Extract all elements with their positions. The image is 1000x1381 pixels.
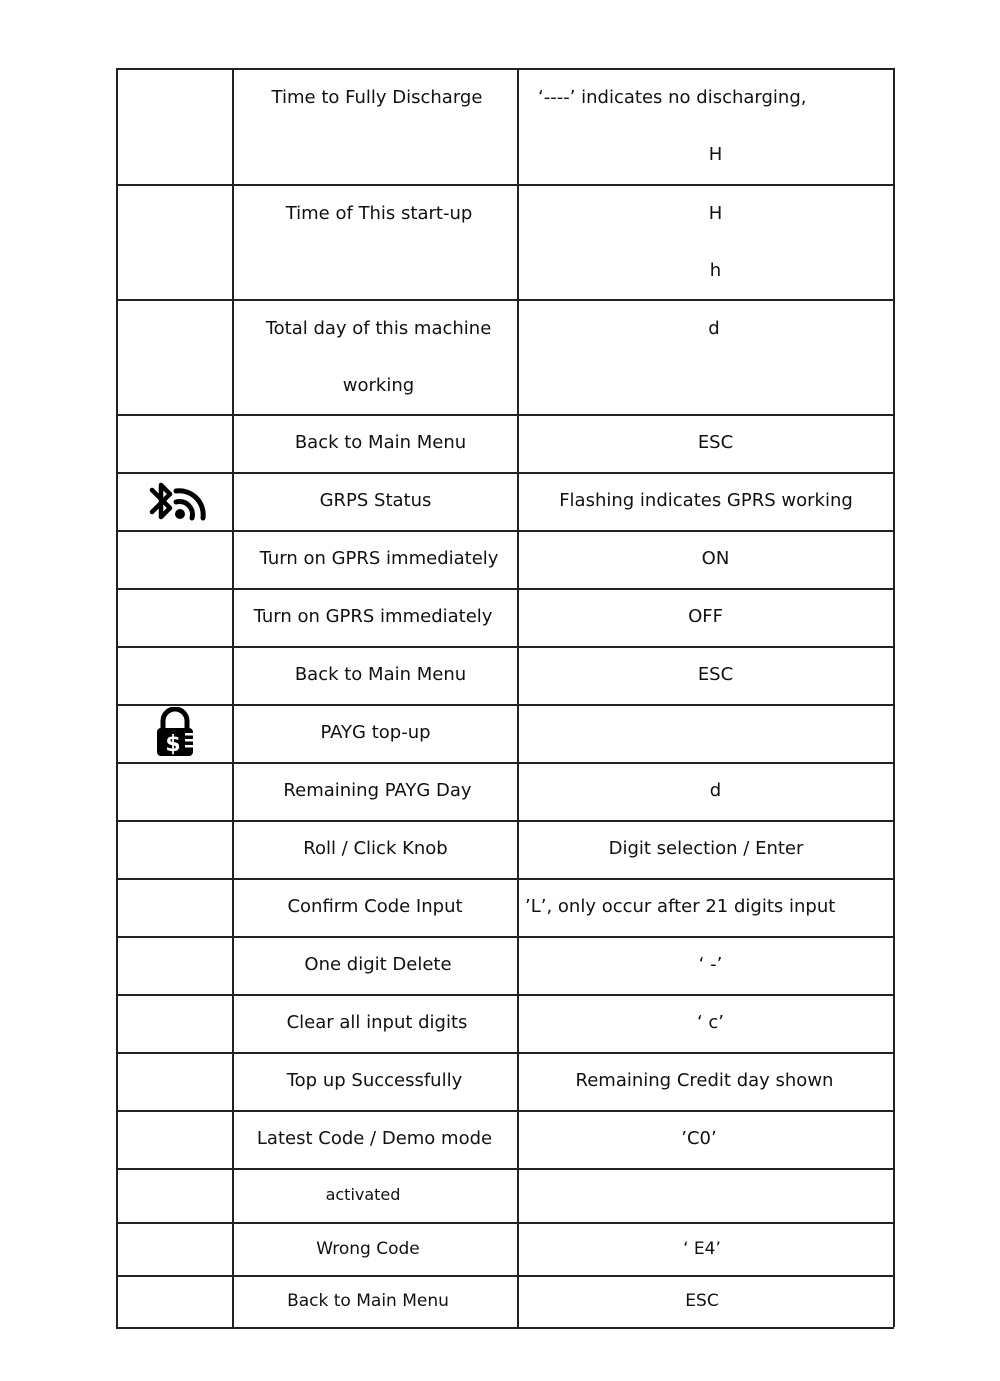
value-label: h	[709, 260, 722, 281]
value-label: H	[708, 203, 723, 224]
value-label: d	[708, 318, 720, 339]
value-label: ‘ -’	[698, 954, 723, 975]
value-cell	[518, 299, 894, 414]
table-column-rule	[116, 68, 118, 1327]
table-row-rule	[116, 704, 894, 706]
function-cell	[233, 299, 518, 414]
value-label: Remaining Credit day shown	[575, 1070, 834, 1091]
table-row-rule	[116, 414, 894, 416]
function-label: PAYG top-up	[320, 722, 431, 743]
dollar-lock-icon	[154, 707, 196, 759]
function-label: Back to Main Menu	[294, 664, 467, 685]
function-label: Confirm Code Input	[287, 896, 463, 917]
function-label: Time to Fully Discharge	[271, 87, 483, 108]
value-cell	[518, 1110, 894, 1168]
table-row-rule	[116, 762, 894, 764]
value-label: ESC	[697, 432, 734, 453]
value-label: ‘ E4’	[683, 1239, 721, 1259]
value-label: ESC	[697, 664, 734, 685]
function-cell	[233, 762, 518, 820]
function-cell	[233, 1168, 518, 1222]
function-cell	[233, 936, 518, 994]
icon-cell	[116, 704, 233, 762]
icon-cell	[116, 1222, 233, 1275]
function-label: Turn on GPRS immediately	[259, 548, 499, 569]
table-row-rule	[116, 472, 894, 474]
function-cell	[233, 1052, 518, 1110]
value-label: ESC	[685, 1291, 719, 1311]
table-row-rule	[116, 820, 894, 822]
icon-cell	[116, 1052, 233, 1110]
icon-cell	[116, 762, 233, 820]
table-row-rule	[116, 936, 894, 938]
function-cell	[233, 704, 518, 762]
svg-text:$: $	[164, 732, 181, 757]
function-cell	[233, 68, 518, 184]
function-cell	[233, 1110, 518, 1168]
function-cell	[233, 184, 518, 299]
value-cell	[518, 184, 894, 299]
icon-cell	[116, 299, 233, 414]
icon-cell	[116, 414, 233, 472]
value-cell	[518, 68, 894, 184]
function-label: activated	[325, 1185, 401, 1204]
function-label: Remaining PAYG Day	[283, 780, 472, 801]
table-row-rule	[116, 878, 894, 880]
icon-cell	[116, 994, 233, 1052]
table-row-rule	[116, 68, 894, 70]
value-label: Flashing indicates GPRS working	[559, 490, 853, 511]
value-label: ‘ c’	[696, 1012, 725, 1033]
value-label: ’L’, only occur after 21 digits input	[525, 896, 836, 917]
function-label: Wrong Code	[316, 1239, 420, 1259]
value-cell	[518, 1222, 894, 1275]
value-cell	[518, 820, 894, 878]
icon-cell	[116, 820, 233, 878]
table-row-rule	[116, 1275, 894, 1277]
table-row-rule	[116, 530, 894, 532]
function-cell	[233, 1275, 518, 1327]
function-label: Total day of this machine	[265, 318, 492, 339]
bluetooth-gprs-icon	[140, 478, 210, 524]
icon-cell	[116, 530, 233, 588]
value-label: d	[709, 780, 722, 801]
icon-cell	[116, 1110, 233, 1168]
function-label: Top up Successfully	[286, 1070, 463, 1091]
table-row-rule	[116, 1168, 894, 1170]
value-cell	[518, 646, 894, 704]
function-label: Clear all input digits	[286, 1012, 468, 1033]
value-label: Digit selection / Enter	[608, 838, 804, 859]
table-row-rule	[116, 994, 894, 996]
value-cell	[518, 704, 894, 762]
function-cell	[233, 646, 518, 704]
table-column-rule	[232, 68, 234, 1327]
value-cell	[518, 762, 894, 820]
table-row-rule	[116, 646, 894, 648]
value-cell	[518, 1052, 894, 1110]
function-cell	[233, 820, 518, 878]
icon-cell	[116, 936, 233, 994]
function-label: Back to Main Menu	[294, 432, 467, 453]
value-cell	[518, 472, 894, 530]
table-row-rule	[116, 1052, 894, 1054]
function-label: Time of This start-up	[285, 203, 473, 224]
function-label: working	[342, 375, 415, 396]
function-label: Latest Code / Demo mode	[256, 1128, 493, 1149]
icon-cell	[116, 588, 233, 646]
value-cell	[518, 1168, 894, 1222]
value-label: ’C0’	[681, 1128, 717, 1149]
value-cell	[518, 936, 894, 994]
table-row-rule	[116, 1110, 894, 1112]
value-cell	[518, 878, 894, 936]
value-cell	[518, 1275, 894, 1327]
icon-cell	[116, 646, 233, 704]
icon-cell	[116, 472, 233, 530]
function-cell	[233, 414, 518, 472]
table-row-rule	[116, 299, 894, 301]
icon-cell	[116, 1275, 233, 1327]
table-column-rule	[893, 68, 895, 1327]
function-label: Back to Main Menu	[287, 1291, 449, 1311]
value-cell	[518, 414, 894, 472]
value-cell	[518, 588, 894, 646]
function-cell	[233, 878, 518, 936]
table-row-rule	[116, 184, 894, 186]
value-label: H	[708, 144, 723, 165]
table-row-rule	[116, 1222, 894, 1224]
function-cell	[233, 1222, 518, 1275]
icon-cell	[116, 184, 233, 299]
function-label: Turn on GPRS immediately	[253, 606, 493, 627]
function-cell	[233, 472, 518, 530]
function-label: GRPS Status	[319, 490, 432, 511]
function-label: Roll / Click Knob	[303, 838, 448, 859]
value-cell	[518, 530, 894, 588]
value-label: ‘----’ indicates no discharging,	[538, 87, 807, 108]
value-cell	[518, 994, 894, 1052]
function-cell	[233, 588, 518, 646]
icon-cell	[116, 68, 233, 184]
function-cell	[233, 994, 518, 1052]
icon-cell	[116, 878, 233, 936]
value-label: ON	[701, 548, 730, 569]
function-cell	[233, 530, 518, 588]
table-row-rule	[116, 1327, 894, 1329]
table-row-rule	[116, 588, 894, 590]
table-column-rule	[517, 68, 519, 1327]
function-label: One digit Delete	[304, 954, 452, 975]
value-label: OFF	[688, 606, 723, 627]
